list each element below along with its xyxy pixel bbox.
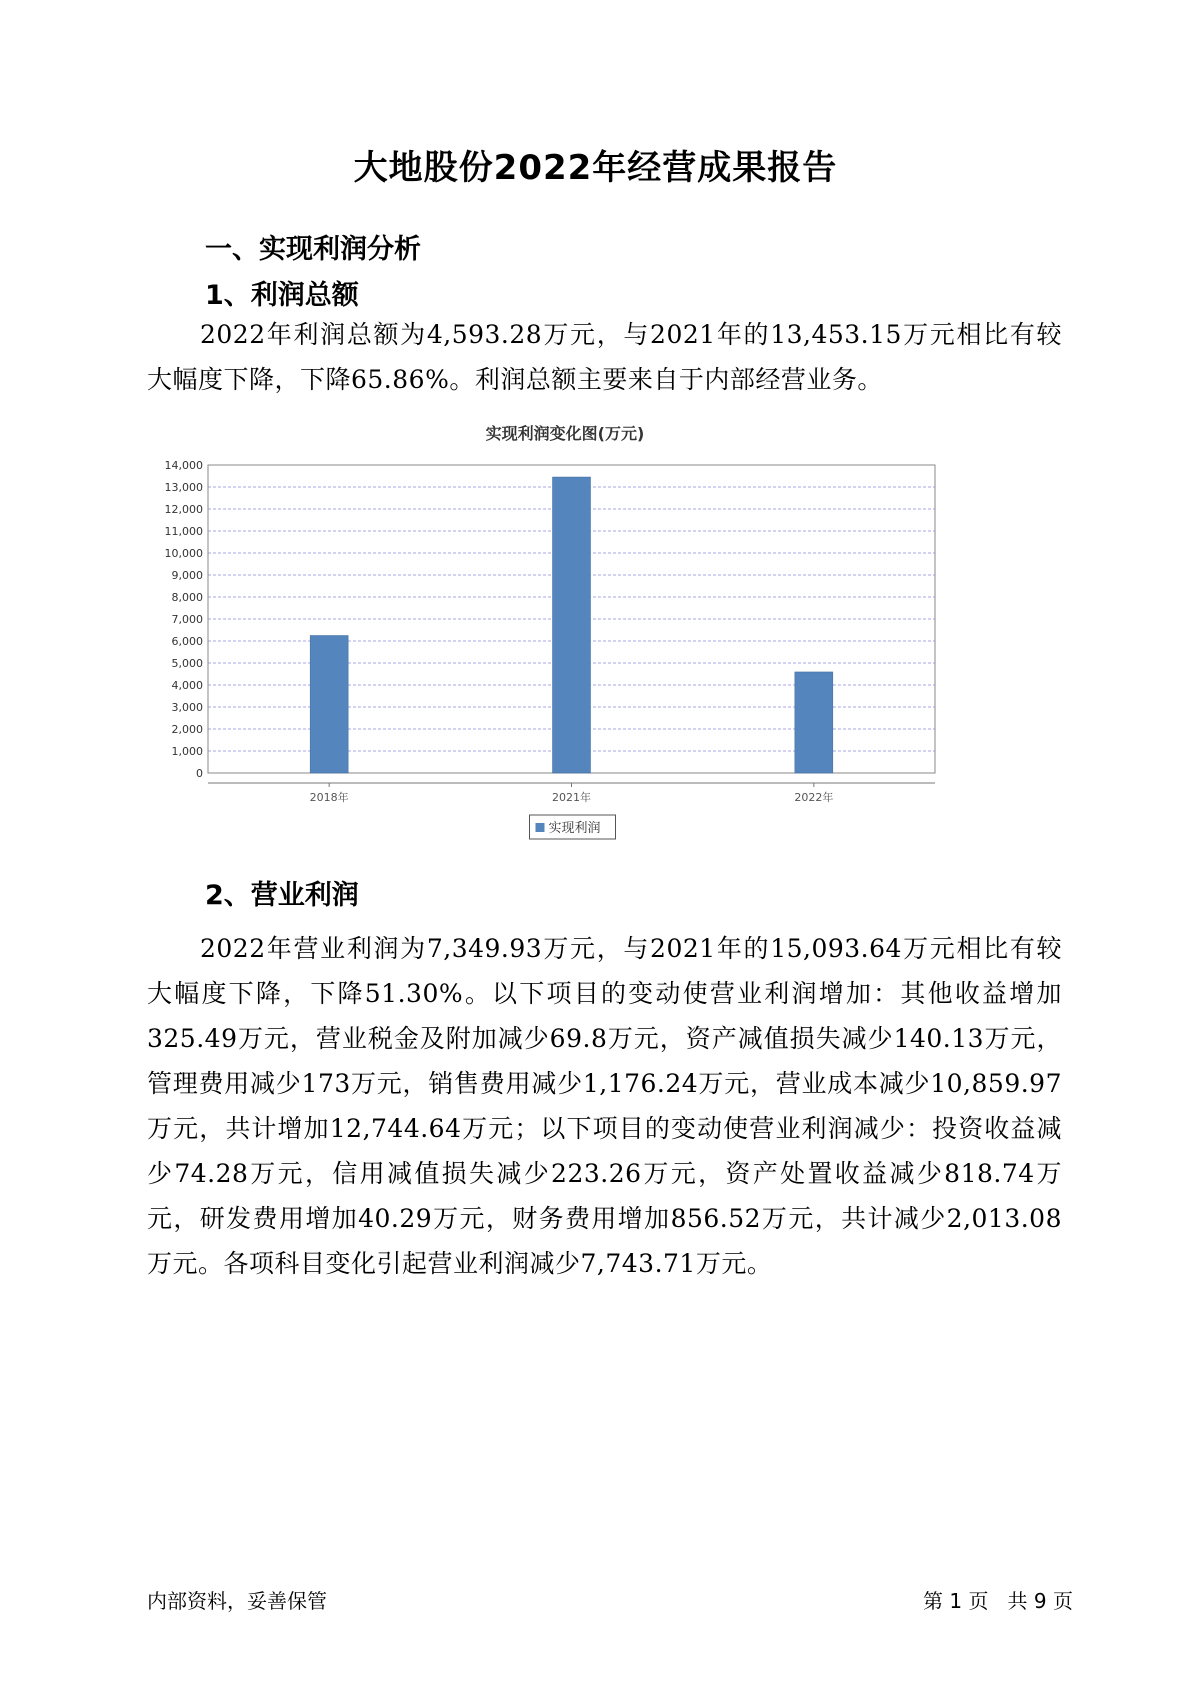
y-tick-label: 11,000 bbox=[164, 525, 203, 538]
y-tick-label: 12,000 bbox=[164, 503, 203, 516]
legend-label: 实现利润 bbox=[548, 821, 601, 836]
y-tick-label: 8,000 bbox=[171, 591, 203, 604]
y-tick-label: 10,000 bbox=[164, 547, 203, 560]
y-tick-label: 5,000 bbox=[171, 657, 203, 670]
y-tick-label: 6,000 bbox=[171, 635, 203, 648]
chart-title: 实现利润变化图(万元) bbox=[485, 424, 645, 443]
bar-2 bbox=[553, 477, 591, 773]
section-heading: 一、实现利润分析 bbox=[205, 234, 421, 265]
y-tick-label: 4,000 bbox=[171, 679, 203, 692]
paragraph-total-profit: 2022年利润总额为4,593.28万元，与2021年的13,453.15万元相比有较大幅度下降，下降65.86%。利润总额主要来自于内部经营业务。 bbox=[147, 320, 1062, 394]
y-tick-label: 14,000 bbox=[164, 459, 203, 472]
x-tick-label: 2021年 bbox=[552, 791, 591, 804]
footer-page-info: 第 1 页 共 9 页 bbox=[923, 1589, 1073, 1613]
bar-1 bbox=[310, 636, 348, 774]
y-tick-label: 1,000 bbox=[171, 745, 203, 758]
profit-chart bbox=[150, 415, 1040, 905]
footer-confidential: 内部资料，妥善保管 bbox=[147, 1589, 327, 1613]
paragraph-operating-profit: 2022年营业利润为7,349.93万元，与2021年的15,093.64万元相比有较大幅度下降，下降51.30%。以下项目的变动使营业利润增加：其他收益增加325.49万元，营业税金及附加减少69.8万元，资产减值损失减少140.13万元，管理费用减少173万元，销售费用减少1,176.24万元，营业成本减少10,859.97万元，共计增加12,744.64万元；以下项目的变动使营业利润减少：投资收益减少74.28万元，信用减值损失减少223.26万元，资产处置收益减少818.74万元，研发费用增加40.29万元，财务费用增加856.52万元，共计减少2,013.08万元。各项科目变化引起营业利润减少7,743.71万元。 bbox=[147, 934, 1062, 1278]
bar-3 bbox=[795, 672, 833, 773]
profit-bar-chart bbox=[150, 415, 1040, 905]
y-tick-label: 9,000 bbox=[171, 569, 203, 582]
y-tick-label: 2,000 bbox=[171, 723, 203, 736]
subsection-heading-operating-profit: 2、营业利润 bbox=[205, 880, 359, 911]
x-tick-label: 2022年 bbox=[794, 791, 834, 804]
document-title: 大地股份2022年经营成果报告 bbox=[353, 148, 838, 188]
y-tick-label: 3,000 bbox=[171, 701, 203, 714]
y-tick-label: 7,000 bbox=[171, 613, 203, 626]
subsection-heading-total-profit: 1、利润总额 bbox=[205, 280, 359, 311]
y-tick-label: 0 bbox=[196, 767, 203, 780]
x-tick-label: 2018年 bbox=[309, 791, 349, 804]
legend-swatch bbox=[536, 823, 545, 832]
y-tick-label: 13,000 bbox=[164, 481, 203, 494]
